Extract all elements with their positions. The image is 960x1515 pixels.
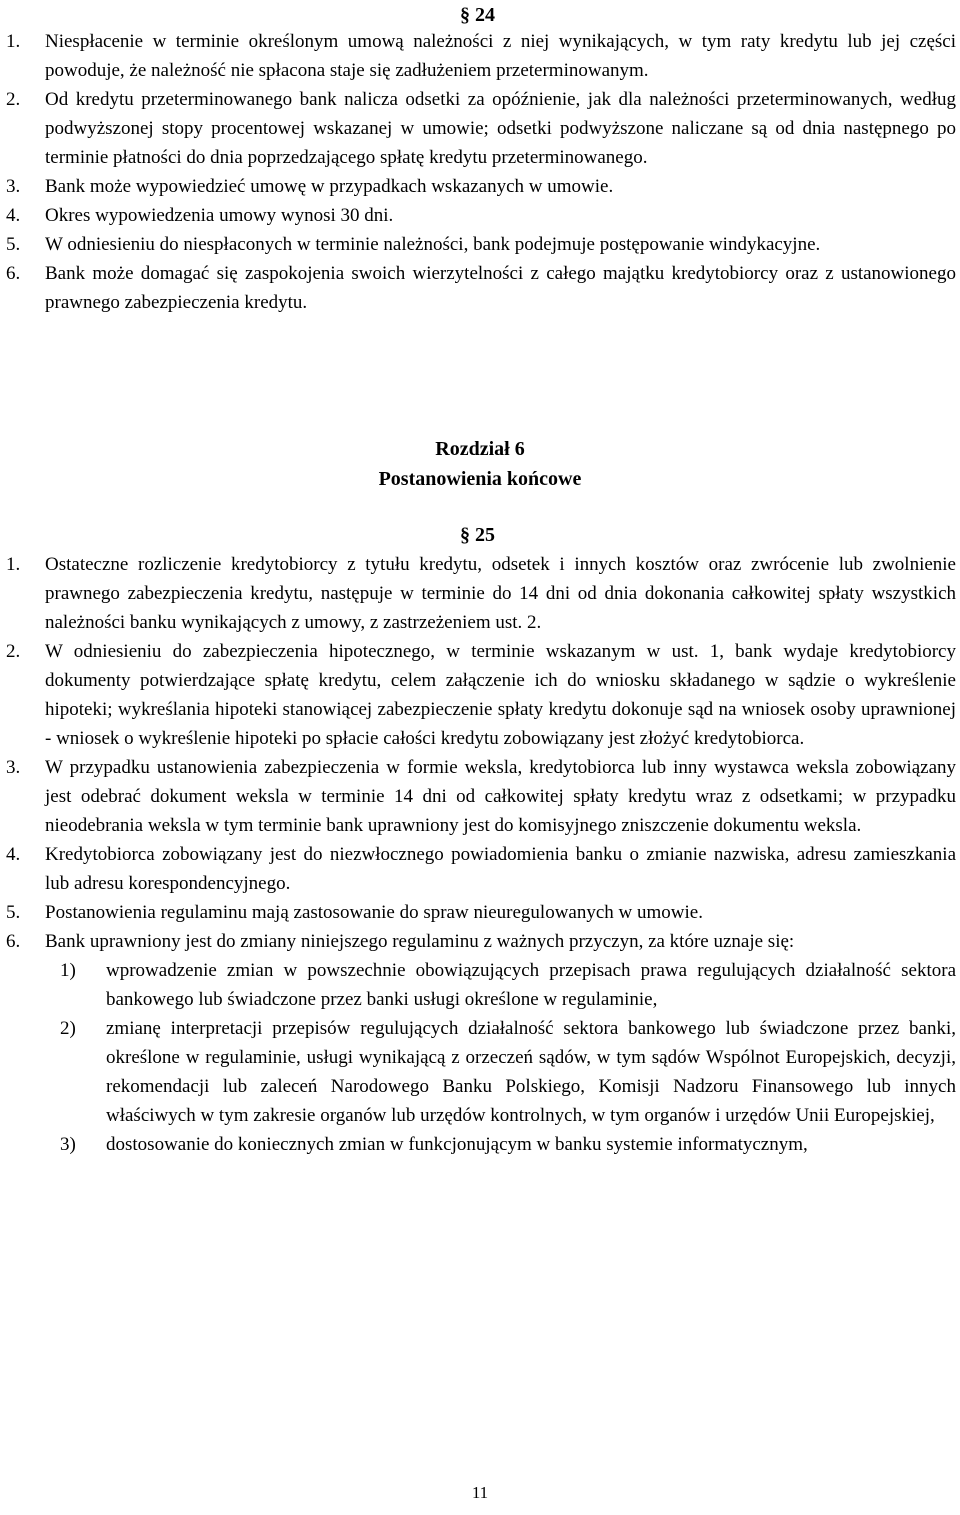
list-item [0, 172, 960, 201]
item-number: 6. [6, 263, 21, 284]
item-number: 3. [6, 176, 21, 197]
subitem-text: wprowadzenie zmian w powszechnie obowiązujących przepisach prawa regulujących działalność sektora bankowego lub świadczone przez banki usługi określone w regulaminie, [106, 960, 956, 1010]
item-text: Postanowienia regulaminu mają zastosowanie do spraw nieuregulowanych w umowie. [45, 902, 703, 923]
section-25-list [0, 550, 960, 1159]
list-item [0, 85, 960, 172]
item-text: W przypadku ustanowienia zabezpieczenia w formie weksla, kredytobiorca lub inny wystawca weksla zobowiązany jest odebrać dokument weksla w terminie 14 dni od całkowitej spłaty kredytu wraz z odsetkami; w przypadku nieodebrania weksla w tym terminie bank uprawniony jest do komisyjnego zniszczenie dokumentu weksla. [45, 757, 956, 836]
item-number: 3. [6, 757, 21, 778]
list-item [0, 898, 960, 927]
list-item [0, 637, 960, 753]
item-text: W odniesieniu do niespłaconych w terminie należności, bank podejmuje postępowanie windykacyjne. [45, 234, 821, 255]
subitem-number: 2) [60, 1018, 76, 1039]
item-number: 1. [6, 31, 21, 52]
item-number: 5. [6, 234, 21, 255]
list-item [0, 259, 960, 317]
chapter-subtitle: Postanowienia końcowe [378, 468, 582, 490]
item-text: Od kredytu przeterminowanego bank nalicza odsetki za opóźnienie, jak dla należności przeterminowanych, według podwyższonej stopy procentowej wskazanej w umowie; odsetki podwyższone naliczane są od dnia następnego po terminie płatności do dnia poprzedzającego spłatę kredytu przeterminowanego. [45, 89, 956, 168]
subitem-text: dostosowanie do koniecznych zmian w funkcjonującym w banku systemie informatycznym, [106, 1134, 808, 1155]
item-number: 6. [6, 931, 21, 952]
page-number: 11 [471, 1483, 489, 1502]
item-text: Bank uprawniony jest do zmiany niniejszego regulaminu z ważnych przyczyn, za które uznaje się: [45, 931, 795, 952]
item-number: 4. [6, 205, 21, 226]
item-text: Okres wypowiedzenia umowy wynosi 30 dni. [45, 205, 394, 226]
item-text: Niespłacenie w terminie określonym umową należności z niej wynikających, w tym raty kredytu lub jej części powoduje, że należność nie spłacona staje się zadłużeniem przeterminowanym. [45, 31, 956, 81]
list-item [0, 201, 960, 230]
item-text: W odniesieniu do zabezpieczenia hipotecznego, w terminie wskazanym w ust. 1, bank wydaje kredytobiorcy dokumenty potwierdzające spłatę kredytu, celem załączenie ich do wniosku składanego w sądzie o wykreślenie hipoteki; wykreślania hipoteki stanowiącej zabezpieczenie spłaty kredytu dokonuje sąd na wniosek osoby uprawnionej - wniosek o wykreślenie hipoteki po spłacie całości kredytu zobowiązany jest złożyć kredytobiorca. [45, 641, 956, 749]
item-text: Bank może wypowiedzieć umowę w przypadkach wskazanych w umowie. [45, 176, 614, 197]
item-number: 1. [6, 554, 21, 575]
item-number: 2. [6, 89, 21, 110]
sublist [0, 956, 960, 1159]
list-item [0, 27, 960, 85]
item-text: Ostateczne rozliczenie kredytobiorcy z tytułu kredytu, odsetek i innych kosztów oraz zwrócenie lub zwolnienie prawnego zabezpieczenia kredytu, następuje w terminie do 14 dni od dnia dokonania całkowitej spłaty wszystkich należności banku wynikających z umowy, z zastrzeżeniem ust. 2. [45, 554, 956, 633]
item-number: 4. [6, 844, 21, 865]
subitem-number: 1) [60, 960, 76, 981]
sublist-item [0, 1130, 960, 1159]
subitem-number: 3) [60, 1134, 76, 1155]
list-item [0, 840, 960, 898]
item-number: 5. [6, 902, 21, 923]
item-text: Bank może domagać się zaspokojenia swoich wierzytelności z całego majątku kredytobiorcy oraz z ustanowionego prawnego zabezpieczenia kredytu. [45, 263, 956, 313]
item-number: 2. [6, 641, 21, 662]
list-item [0, 927, 960, 956]
section-24-list [0, 27, 960, 317]
subitem-text: zmianę interpretacji przepisów regulujących działalność sektora bankowego lub świadczone przez banki, określone w regulaminie, usługi wynikającą z orzeczeń sądów, w tym sądów Wspólnot Europejskich, decyzji, rekomendacji lub zaleceń Narodowego Banku Polskiego, Komisji Nadzoru Finansowego lub innych właściwych w tym zakresie organów lub urzędów kontrolnych, w tym organów i urzędów Unii Europejskiej, [106, 1018, 956, 1126]
section-24-heading: § 24 [460, 4, 495, 26]
sublist-item [0, 1014, 960, 1130]
chapter-title: Rozdział 6 [435, 438, 525, 460]
item-text: Kredytobiorca zobowiązany jest do niezwłocznego powiadomienia banku o zmianie nazwiska, adresu zamieszkania lub adresu korespondencyjnego. [45, 844, 956, 894]
section-25-heading: § 25 [460, 524, 495, 546]
sublist-item [0, 956, 960, 1014]
list-item [0, 230, 960, 259]
list-item [0, 550, 960, 637]
list-item [0, 753, 960, 840]
